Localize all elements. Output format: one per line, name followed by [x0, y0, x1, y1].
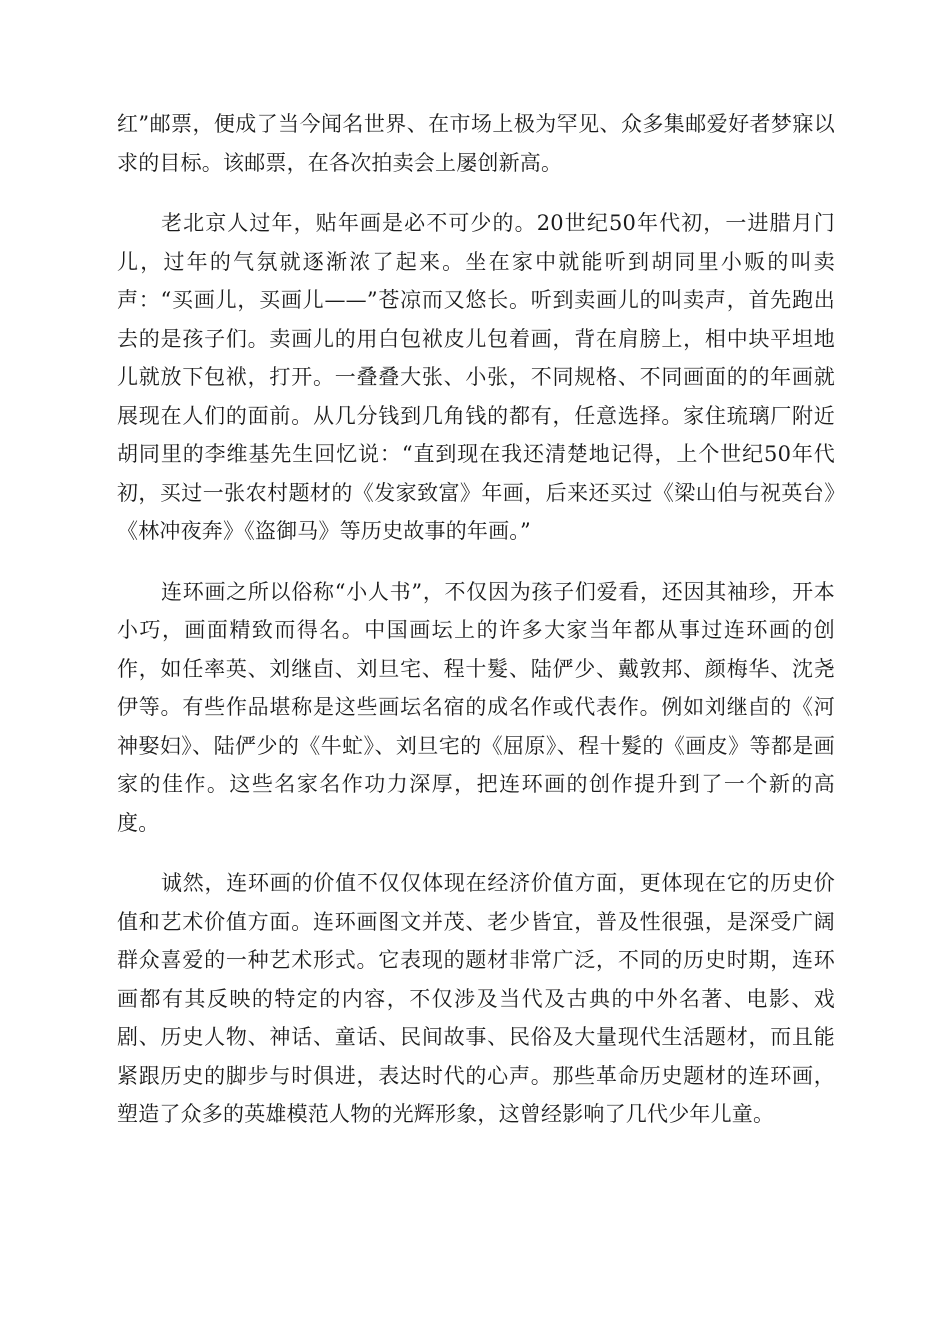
paragraph-value: 诚然，连环画的价值不仅仅体现在经济价值方面，更体现在它的历史价值和艺术价值方面。连环画图文并茂、老少皆宜，普及性很强，是深受广阔群众喜爱的一种艺术形式。它表现的题材非常广泛，不同的历史时期，连环画都有其反映的特定的内容，不仅涉及当代及古典的中外名著、电影、戏剧、历史人物、神话、童话、民间故事、民俗及大量现代生活题材，而且能紧跟历史的脚步与时俱进，表达时代的心声。那些革命历史题材的连环画，塑造了众多的英雄模范人物的光辉形象，这曾经影响了几代少年儿童。	[117, 871, 835, 1126]
paragraph-continuation: 红”邮票，便成了当今闻名世界、在市场上极为罕见、众多集邮爱好者梦寐以求的目标。该邮票，在各次拍卖会上屡创新高。	[117, 112, 835, 175]
paragraph-picture-books: 连环画之所以俗称“小人书”，不仅因为孩子们爱看，还因其袖珍，开本小巧，画面精致而得名。中国画坛上的许多大家当年都从事过连环画的创作，如任率英、刘继卣、刘旦宅、程十髮、陆俨少、戴敦邦、颜梅华、沈尧伊等。有些作品堪称是这些画坛名宿的成名作或代表作。例如刘继卣的《河神娶妇》、陆俨少的《牛虻》、刘旦宅的《屈原》、程十髮的《画皮》等都是画家的佳作。这些名家名作功力深厚，把连环画的创作提升到了一个新的高度。	[117, 579, 835, 835]
document-body	[117, 105, 835, 1134]
paragraph-new-year-pictures: 老北京人过年，贴年画是必不可少的。20世纪50年代初，一进腊月门儿，过年的气氛就逐渐浓了起来。坐在家中就能听到胡同里小贩的叫卖声：“买画儿，买画儿——”苍凉而又悠长。听到卖画儿的叫卖声，首先跑出去的是孩子们。卖画儿的用白包袱皮儿包着画，背在肩膀上，相中块平坦地儿就放下包袱，打开。一叠叠大张、小张，不同规格、不同画面的的年画就展现在人们的面前。从几分钱到几角钱的都有，任意选择。家住琉璃厂附近胡同里的李维基先生回忆说：“直到现在我还清楚地记得，上个世纪50年代初，买过一张农村题材的《发家致富》年画，后来还买过《梁山伯与祝英台》《林冲夜奔》《盗御马》等历史故事的年画。”	[117, 211, 835, 543]
